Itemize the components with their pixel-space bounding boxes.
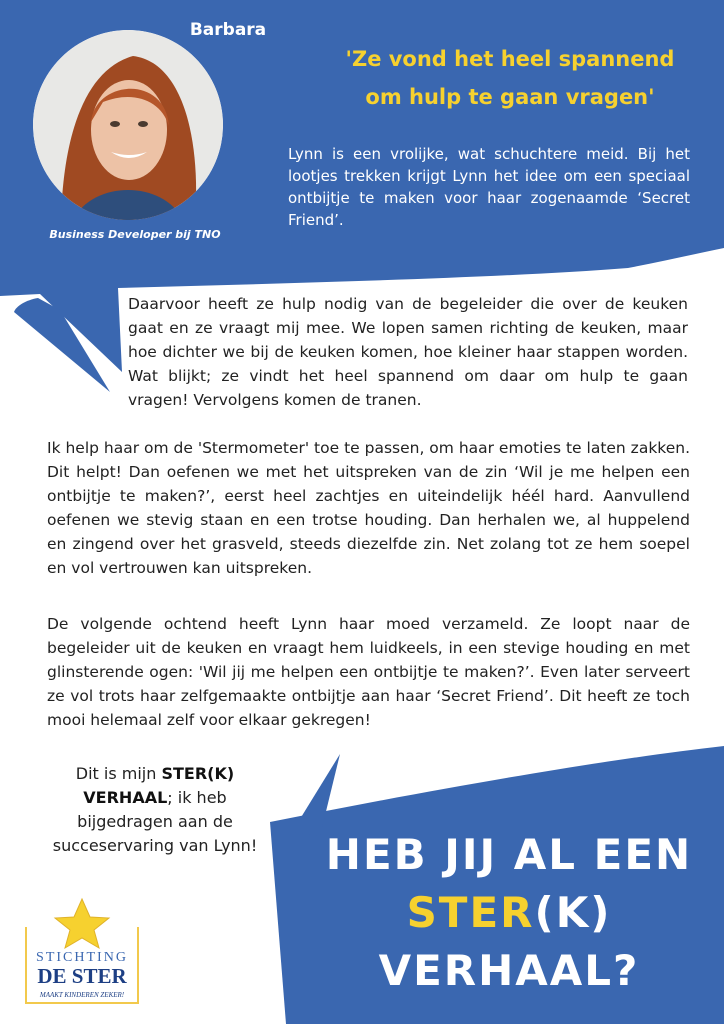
story-text: ; ik heb bijgedragen aan de succeservaring van Lynn! bbox=[52, 788, 258, 855]
stichting-de-ster-logo bbox=[23, 897, 141, 1007]
story-statement bbox=[50, 762, 260, 858]
story-text: Dit is mijn bbox=[75, 764, 162, 783]
logo-line-1: STICHTING bbox=[36, 950, 128, 965]
cta-line-1: HEB JIJ AL EEN bbox=[325, 830, 693, 879]
body-paragraph-2: Ik help haar om de 'Stermometer' toe te passen, om haar emoties te laten zakken. Dit helpt! Dan oefenen we met het uitspreken van de zin ‘Wil je me helpen een ontbijtje te maken?’, eerst heel zachtjes en uiteindelijk héél hard. Aanvullend oefenen we stevig staan en een trotse houding. Dan herhalen we, al huppelend en zingend over het grasveld, steeds diezelfde zin. Net zolang tot ze hem soepel en vol vertrouwen kan uitspreken. bbox=[47, 439, 691, 577]
logo-line-2: DE STER bbox=[37, 964, 127, 988]
pull-quote-line: 'Ze vond het heel spannend bbox=[345, 47, 675, 71]
logo-tagline: MAAKT KINDEREN ZEKER! bbox=[39, 991, 125, 999]
body-paragraph-3: De volgende ochtend heeft Lynn haar moed verzameld. Ze loopt naar de begeleider uit de keuken en vraagt hem luidkeels, in een stevige houding en met glinsterende ogen: 'Wil jij me helpen een ontbijtje te maken?’. Even later serveert ze vol trots haar zelfgemaakte ontbijtje aan haar ‘Secret Friend’. Dit heeft ze toch mooi helemaal zelf voor elkaar gekregen! bbox=[47, 615, 690, 729]
call-to-action bbox=[300, 826, 718, 1000]
portrait-photo bbox=[33, 30, 223, 220]
person-name: Barbara bbox=[189, 20, 267, 40]
cta-line-2 bbox=[300, 884, 718, 942]
star-icon bbox=[55, 899, 109, 948]
pull-quote bbox=[330, 40, 690, 116]
body-paragraph-1: Daarvoor heeft ze hulp nodig van de begeleider die over de keuken gaat en ze vraagt mij mee. We lopen samen richting de keuken, maar hoe dichter we bij de keuken komen, hoe kleiner haar stappen worden. Wat blijkt; ze vindt het heel spannend om daar om hulp te gaan vragen! Vervolgens komen de tranen. bbox=[128, 295, 688, 409]
cta-k-suffix: (K) bbox=[534, 888, 612, 937]
cta-line-3: VERHAAL? bbox=[378, 946, 640, 995]
story-highlight: STER(K) VERHAAL bbox=[83, 764, 235, 807]
pull-quote-line: om hulp te gaan vragen' bbox=[365, 85, 655, 109]
cta-ster-word: STER bbox=[406, 888, 535, 937]
person-role: Business Developer bij TNO bbox=[49, 228, 221, 241]
intro-paragraph: Lynn is een vrolijke, wat schuchtere meid. Bij het lootjes trekken krijgt Lynn het idee om een speciaal ontbijtje te maken voor haar zogenaamde ‘Secret Friend’. bbox=[288, 145, 690, 229]
